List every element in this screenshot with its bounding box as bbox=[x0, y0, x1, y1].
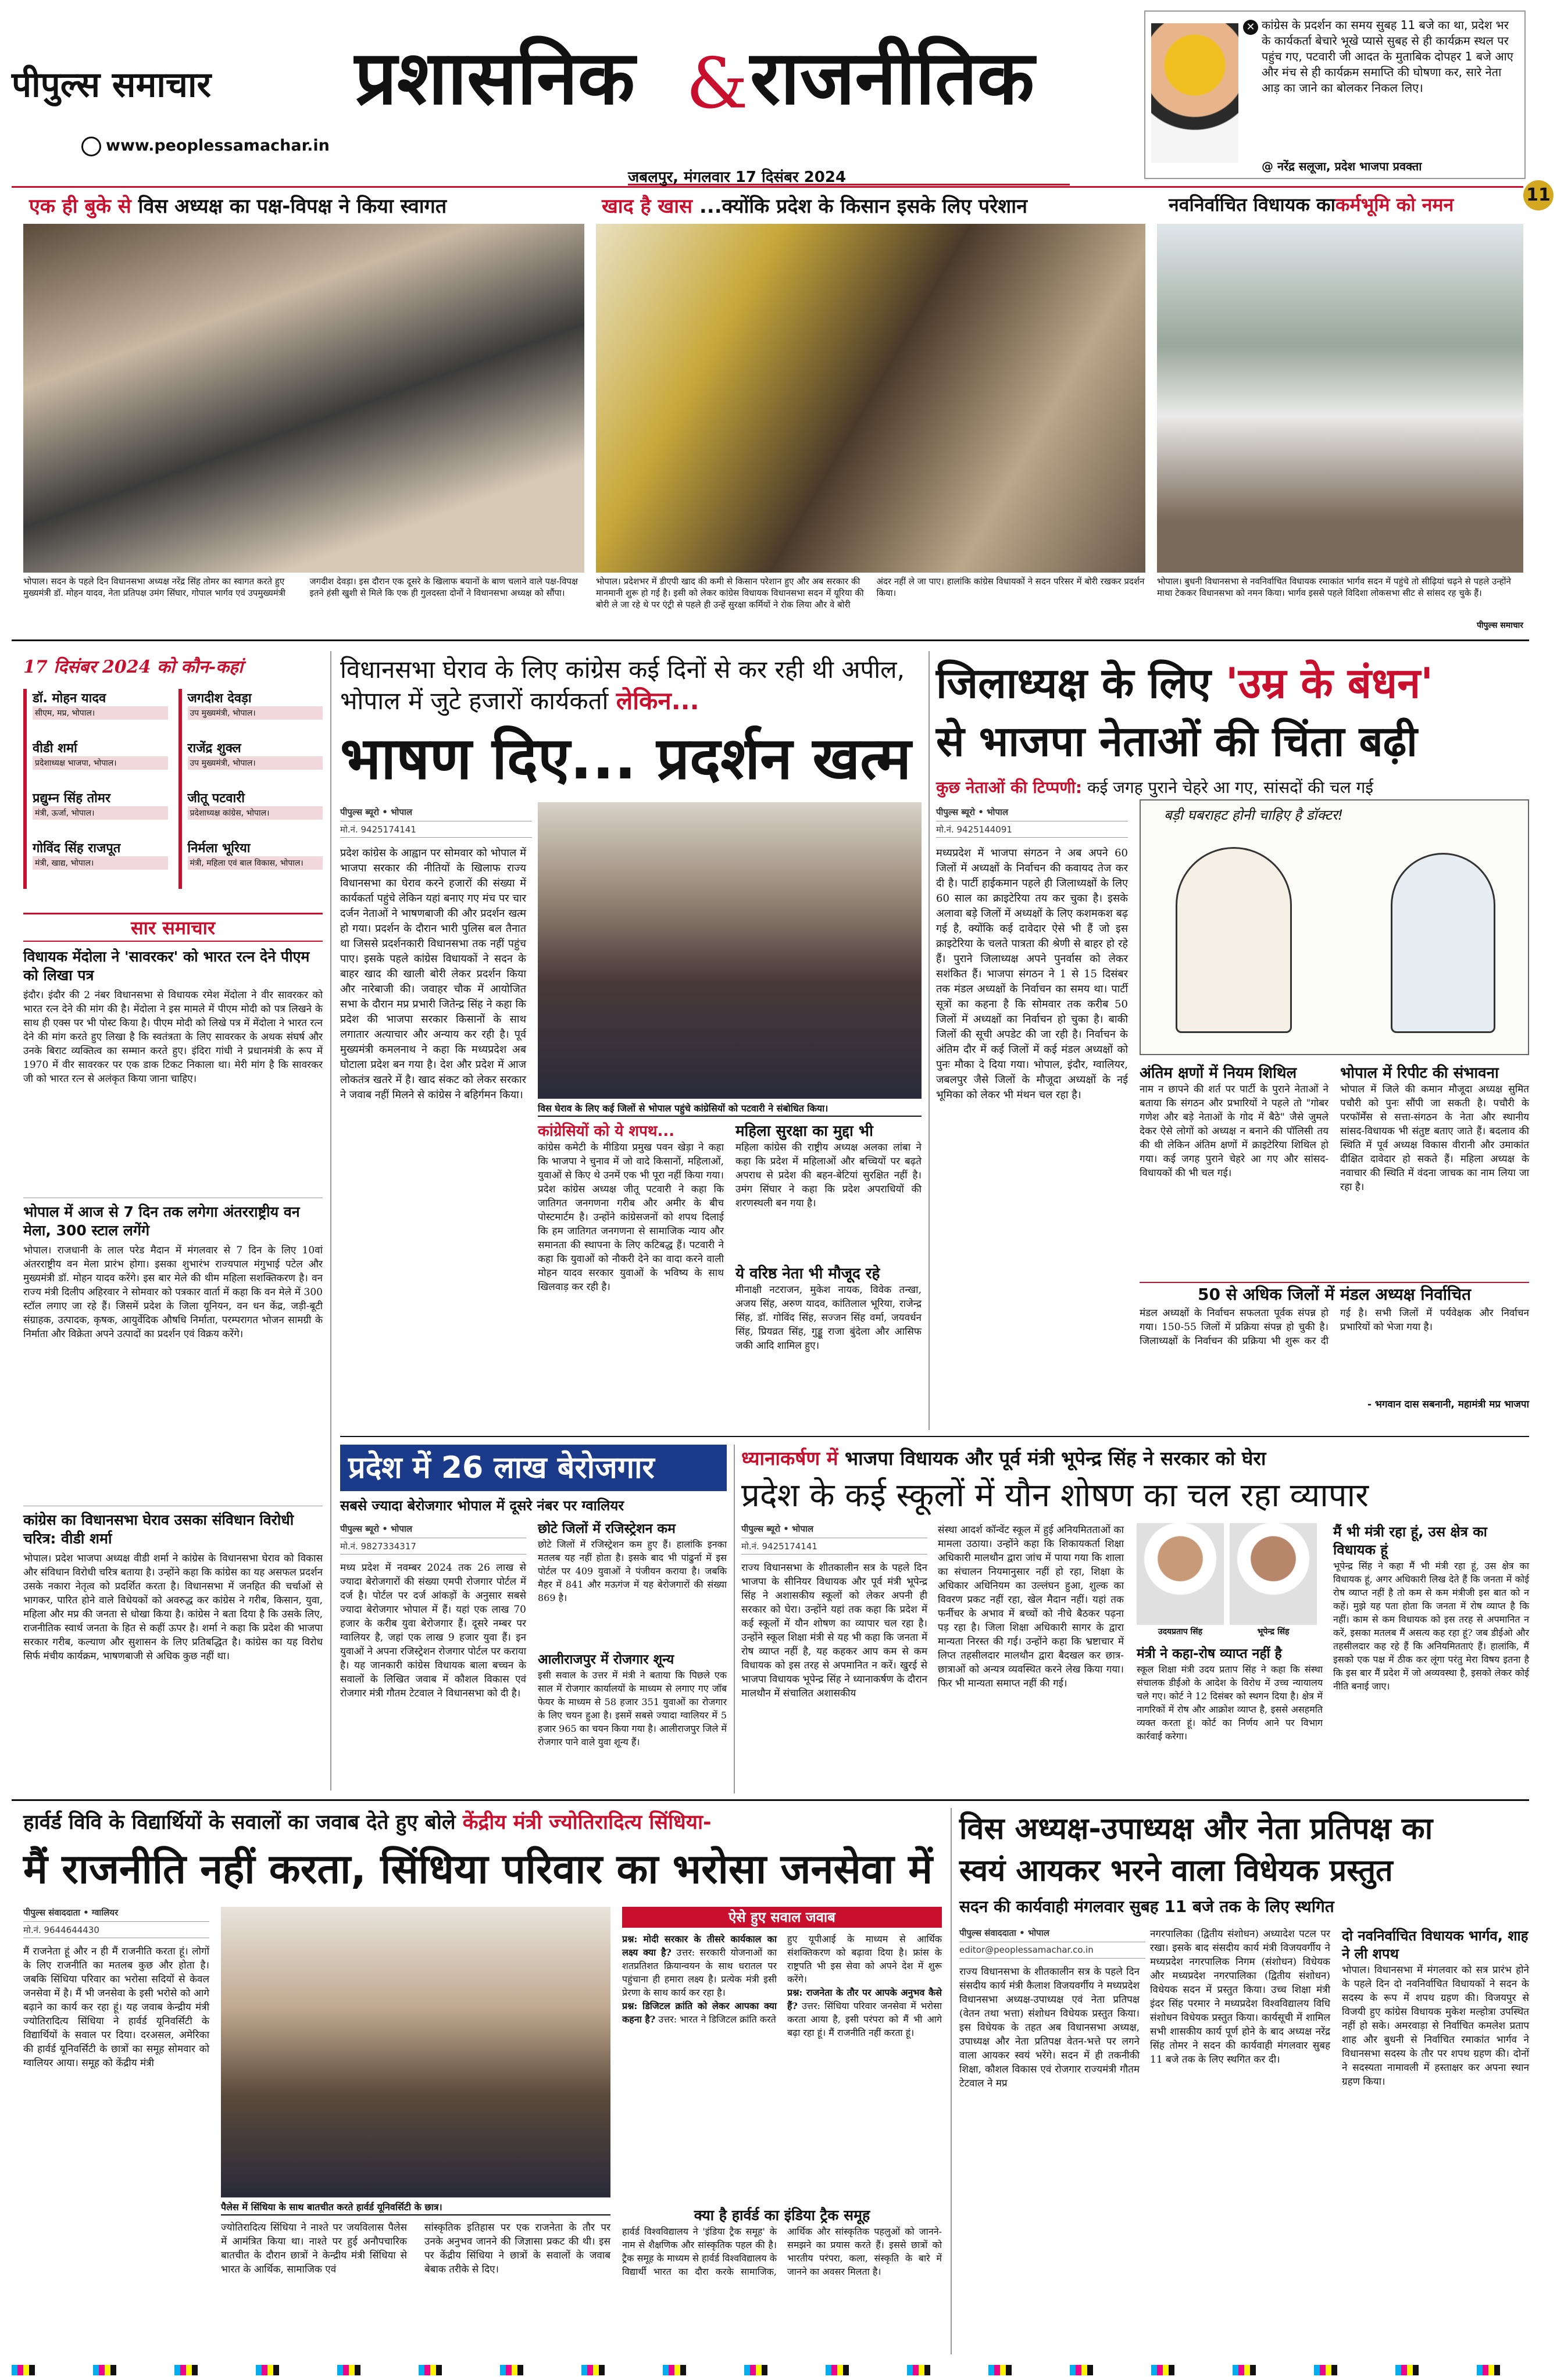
col-rule-s5 bbox=[951, 1808, 952, 2354]
story3-body: मध्य प्रदेश में नवम्बर 2024 तक 26 लाख से ज्यादा बेरोजगारों की संख्या एमपी रोजगार पोर्टल में दर्ज है। पोर्टल पर दर्ज आंकड़ों के अनुसार सबसे ज्यादा बेरोजगार भोपाल में हैं। यहां एक लाख 70 हजार के करीब युवा बेरोजगार हैं। दूसरे नम्बर पर ग्वालियर है, जहां एक लाख 9 हजार युवा हैं। इन युवाओं ने अपना रजिस्ट्रेशन रोजगार पोर्टल पर कराया है। यह जानकारी कांग्रेस विधायक बाला बच्चन के सवालों के लिखित जवाब में कौशल विकास एवं रोजगार मंत्री गौतम टेटवाल ने विधानसभा को दी है। bbox=[340, 1562, 526, 1699]
saar-body: भोपाल। प्रदेश भाजपा अध्यक्ष वीडी शर्मा ने कांग्रेस के विधानसभा घेराव को विकास और संविधान विरोधी चरित्र बताया है। उन्होंने कहा कि कांग्रेस का यह असफल प्रदर्शन उसके नकारा नेतृत्व को प्रदर्शित करता है। विधानसभा में जनहित की चर्चाओं से भागकर, पारित होने वाले विधेयकों को अवरुद्ध कर कांग्रेस ने गरीब, किसान, युवा, महिला और मप्र की जनता से धोखा किया है। कांग्रेस ने बता दिया है कि उसके लिए, राजनीतिक स्वार्थ जनता के हित से कहीं ऊपर है। शर्मा ने कहा कि प्रदेश की भाजपा सरकार गरीब, कल्याण और सुशासन के लिए प्रतिबद्धित है। कांग्रेस का यह विरोध सिर्फ मंचीय कार्यक्रम, भाषणबाजी से अधिक कुछ नहीं था। bbox=[23, 1553, 323, 1662]
section-title-amp: & bbox=[686, 44, 748, 124]
story1-sub2: महिला सुरक्षा का मुद्दा भी bbox=[735, 1123, 873, 1140]
whois-title: 17 दिसंबर 2024 को कौन-कहां bbox=[23, 657, 243, 677]
story1-photo bbox=[538, 802, 922, 1099]
whois-item: डॉ. मोहन यादव सीएम, मप्र, भोपाल। bbox=[23, 689, 168, 739]
box3-title: 50 से अधिक जिलों में मंडल अध्यक्ष निर्वाचित bbox=[1197, 1285, 1472, 1304]
globe-icon bbox=[81, 137, 101, 156]
story5-sub2-box bbox=[622, 2206, 942, 2354]
tweet-box bbox=[1144, 10, 1526, 179]
story5-col2: ज्योतिरादित्य सिंधिया ने नाश्ते पर जयविलास पैलेस में आमंत्रित किया था। नाश्ते पर हुई अनौपचारिक बातचीत के दौरान छात्रों ने केन्द्रीय मंत्री सिंधिया से भारत के आर्थिक, सामाजिक एवं bbox=[221, 2222, 407, 2275]
avatar bbox=[1151, 23, 1238, 163]
story1-sub3: ये वरिष्ठ नेता भी मौजूद रहे bbox=[735, 1265, 880, 1282]
story-4 bbox=[741, 1445, 1529, 1793]
cartoon-caption: बड़ी घबराहट होनी चाहिए है डॉक्टर! bbox=[1164, 807, 1344, 823]
story6-sub1-body: भोपाल। विधानसभा में मंगलवार को सत्र प्रारंभ होने के पहले दिन दो नवनिर्वाचित विधायकों ने सदन के सदस्य के रूप में शपथ ग्रहण की। विजयपुर से विजयी हुए कांग्रेस विधायक मुकेश मल्होत्रा उपस्थित नहीं हो सके। अमरवाड़ा से निर्वाचित कमलेश प्रताप शाह और बुधनी से निर्वाचित रमाकांत भार्गव ने विधानसभा सदस्य के तौर पर शपथ ग्रहण की। दोनों ने सदस्यता नामावली में हस्ताक्षर कर अपना स्थान ग्रहण किया। bbox=[1342, 1964, 1529, 2088]
qa-item: प्रश्न: राजनेता के तौर पर आपके अनुभव कैसे हैं? उत्तर: सिंधिया परिवार जनसेवा में भरोसा करता आया है, इसी परंपरा को मैं भी आगे बढ़ा रहा हूं। मैं राजनीति नहीं करता हूं। bbox=[787, 1987, 942, 2038]
story4-headline: प्रदेश के कई स्कूलों में यौन शोषण का चल रहा व्यापार bbox=[741, 1477, 1369, 1514]
story1-sub1-box bbox=[538, 1122, 724, 1436]
story5-phone: मो.नं. 9644644430 bbox=[23, 1924, 209, 1938]
story1-byline: पीपुल्स ब्यूरो • भोपाल bbox=[340, 806, 532, 821]
whois-box bbox=[23, 654, 323, 901]
story6-email[interactable]: editor@peoplessamachar.co.in bbox=[959, 1945, 1145, 1959]
story3-sub1: छोटे जिलों में रजिस्ट्रेशन कम bbox=[538, 1521, 676, 1536]
whois-grid bbox=[23, 689, 323, 898]
box3-quote: - भगवान दास सबनानी, महामंत्री मप्र भाजपा bbox=[1367, 1399, 1529, 1410]
saar-body: भोपाल। राजधानी के लाल परेड मैदान में मंगलवार से 7 दिन के लिए 10वां अंतरराष्ट्रीय वन मेला प्रारंभ होगा। इसका शुभारंभ राज्यपाल मंगुभाई पटेल और मुख्यमंत्री डॉ. मोहन यादव करेंगे। इस बार मेले की थीम महिला सशक्तिकरण है। वन राज्य मंत्री दिलीप अहिरवार ने सोमवार को पत्रकार वार्ता में कहा कि वन मेले में 300 स्टॉल लगाए जा रहे हैं। जिसमें प्रदेश के जिला यूनियन, वन धन केंद्र, जड़ी-बूटी संग्राहक, उत्पादक, कृषक, आयुर्वेदिक औषधि निर्माता, परम्परागत भोजन सामग्री के निर्माता और विक्रेता अपने उत्पादों का प्रदर्शन एवं विक्रय करेंगे। bbox=[23, 1245, 323, 1340]
tweet-text: कांग्रेस के प्रदर्शन का समय सुबह 11 बजे का था, प्रदेश भर के कार्यकर्ता बेचारे भूखे प्यासे सुबह से ही कार्यक्रम स्थल पर पहुंच गए, पटवारी जी आदत के मुताबिक दोपहर 1 बजे आए और मंच से ही कार्यक्रम समाप्ति की घोषणा कर, सारे नेता आड़ का जाने का बोलकर निकल लिए। bbox=[1262, 18, 1513, 95]
story5-headline: मैं राजनीति नहीं करता, सिंधिया परिवार का भरोसा जनसेवा में bbox=[23, 1845, 933, 1893]
cartoon-figure-left bbox=[1176, 847, 1292, 1033]
story3-sub2: आलीराजपुर में रोजगार शून्य bbox=[538, 1652, 674, 1667]
saar-headline: कांग्रेस का विधानसभा घेराव उसका संविधान विरोधी चरित्र: वीडी शर्मा bbox=[23, 1511, 294, 1547]
story5-kicker: हार्वर्ड विवि के विद्यार्थियों के सवालों का जवाब देते हुए बोले केंद्रीय मंत्री ज्योतिरादित्य सिंधिया- bbox=[23, 1811, 712, 1834]
story1-kicker: विधानसभा घेराव के लिए कांग्रेस कई दिनों से कर रही थी अपील, भोपाल में जुटे हजारों कार्यकर्ता लेकिन... bbox=[340, 655, 905, 715]
story-2 bbox=[936, 654, 1529, 1436]
story1-sub1: कांग्रेसियों को ये शपथ... bbox=[538, 1123, 675, 1140]
story5-sub2-body: हार्वर्ड विश्वविद्यालय ने 'इंडिया ट्रैक समूह' के नाम से शैक्षणिक और सांस्कृतिक पहल की है। ट्रैक समूह के माध्यम से हार्वर्ड विश्वविद्यालय के विद्यार्थी भारत का दौरा करके सामाजिक, आर्थिक और सांस्कृतिक पहलुओं को जानने-समझने का प्रयास करते हैं। इससे छात्रों को भारतीय परंपरा, कला, संस्कृति के बारे में जानने का अवसर मिलता है। bbox=[622, 2226, 942, 2277]
portrait-caption-1: उदयप्रताप सिंह bbox=[1158, 1627, 1203, 1636]
section-title-a: प्रशासनिक bbox=[355, 35, 635, 121]
cartoon-figure-right bbox=[1391, 853, 1495, 1033]
lower-divider bbox=[12, 1799, 1529, 1801]
story1-sub1-body: कांग्रेस कमेटी के मीडिया प्रमुख पवन खेड़ा ने कहा कि भाजपा ने चुनाव में जो वादे किसानों, महिलाओं, युवाओं से किए थे उनमें एक भी पूरा नहीं किया गया। प्रदेश कांग्रेस अध्यक्ष जीतू पटवारी ने कहा कि जातिगत जनगणना गरीब और अमीर के बीच पोस्टमार्टम है। उन्होंने कांग्रेसजनों को शपथ दिलाई कि हम जातिगत जनगणना से सामाजिक न्याय और समानता की स्थापना के लिए कटिबद्ध हैं। पटवारी ने कहा कि युवाओं को नौकरी देने का वादा करने वाली मोहन यादव सरकार युवाओं के भविष्य के साथ खिलवाड़ कर रही है। bbox=[538, 1142, 724, 1293]
story5-photo-caption: पैलेस में सिंधिया के साथ बातचीत करते हार्वर्ड यूनिवर्सिटी के छात्र। bbox=[221, 2200, 610, 2215]
portrait-caption-2: भूपेन्द्र सिंह bbox=[1257, 1627, 1290, 1636]
photo-1 bbox=[23, 224, 584, 573]
story3-sub1-box bbox=[538, 1520, 727, 1648]
story3-sub: सबसे ज्यादा बेरोजगार भोपाल में दूसरे नंबर पर ग्वालियर bbox=[340, 1498, 624, 1514]
story5-sub2: क्या है हार्वर्ड का इंडिया ट्रैक समूह bbox=[694, 2207, 870, 2224]
photo-headline-3: नवनिर्वाचित विधायक काकर्मभूमि को नमन bbox=[1169, 194, 1454, 216]
story5-byline: पीपुल्स संवाददाता • ग्वालियर bbox=[23, 1907, 209, 1922]
photo-3 bbox=[1157, 224, 1523, 573]
story2-box1 bbox=[1140, 1064, 1329, 1273]
cartoon bbox=[1140, 799, 1529, 1055]
story6-sub: सदन की कार्यवाही मंगलवार सुबह 11 बजे तक के लिए स्थगित bbox=[959, 1897, 1334, 1916]
whois-item: जीतू पटवारी प्रदेशाध्यक्ष कांग्रेस, भोपाल। bbox=[178, 789, 323, 839]
saar-body: इंदौर। इंदौर की 2 नंबर विधानसभा से विधायक रमेश मेंदोला ने वीर सावरकर को भारत रत्न देने की मांग की है। मेंदोला ने इस मामले में पीएम मोदी को पत्र लिखने के साथ ही एक्स पर भी पोस्ट किया है। पीएम मोदी को लिखे पत्र में मेंदोला ने भारत रत्न देने की मांग करते हुए लिखा है कि स्वतंत्रता के लिए सावरकर के अथक संघर्ष और उनके बिराट व्यक्तित्व का सम्मान करते हुए। इंदिरा गांधी ने प्रधानमंत्री के रूप में 1970 में वीर सावरकर पर एक डाक टिकट निकाला था। मेरी मांग है कि सावरकर जी को भारत रत्न से अलंकृत किया जाना चाहिए। bbox=[23, 989, 323, 1085]
story1-sub3-body: मीनाक्षी नटराजन, मुकेश नायक, विवेक तन्खा, अजय सिंह, अरुण यादव, कांतिलाल भूरिया, राजेन्द्र सिंह, डॉ. गोविंद सिंह, सज्जन सिंह वर्मा, जयवर्धन सिंह, प्रियव्रत सिंह, गुड्डू राजा बुंदेला और आसिफ जकी आदि शामिल हुए। bbox=[735, 1284, 922, 1352]
story3-sub1-body: छोटे जिलों में रजिस्ट्रेशन कम हुए हैं। हालांकि इनका मतलब यह नहीं होता है। इसके बाद भी पांढुर्ना में इस पोर्टल पर 409 युवाओं ने पंजीयन कराया है। जबकि मैहर में 841 और मऊगंज में यह बेरोजगारों की संख्या 869 है। bbox=[538, 1539, 727, 1603]
saar-item-3 bbox=[23, 1506, 323, 1779]
story3-phone: मो.नं. 9827334317 bbox=[340, 1541, 526, 1554]
whois-item: राजेंद्र शुक्ल उप मुख्यमंत्री, भोपाल। bbox=[178, 739, 323, 789]
photo-headline-2: खाद है खास ...क्योंकि प्रदेश के किसान इसके लिए परेशान bbox=[602, 195, 1027, 218]
story2-byline: पीपुल्स ब्यूरो • भोपाल bbox=[936, 806, 1128, 821]
section-title-b: राजनीतिक bbox=[750, 35, 1035, 121]
whois-item: निर्मला भूरिया मंत्री, महिला एवं बाल विकास, भोपाल। bbox=[178, 839, 323, 889]
story5-col1: मैं राजनेता हूं और न ही मैं राजनीति करता हूं। लोगों के लिए राजनीति का मतलब कुछ और होता है। जबकि सिंधिया परिवार का भरोसा सदियों से केवल जनसेवा में है। मैं भी जनसेवा के इसी भरोसे को आगे बढ़ाने का कार्य कर रहा हूं। यह जवाब केन्द्रीय मंत्री ज्योतिरादित्य सिंधिया ने हार्वर्ड यूनिवर्सिटी के विद्यार्थियों के सवाल पर दिया। दरअसल, अमेरिका की हार्वर्ड यूनिवर्सिटी के छात्रों का समूह सोमवार को ग्वालियर आया। समूह को केंद्रीय मंत्री bbox=[23, 1946, 209, 2069]
story2-headline-line1: जिलाध्यक्ष के लिए 'उम्र के बंधन' bbox=[936, 659, 1434, 707]
story2-phone: मो.नं. 9425144091 bbox=[936, 824, 1128, 838]
saar-samachar bbox=[23, 913, 323, 1779]
story4-col1: राज्य विधानसभा के शीतकालीन सत्र के पहले दिन भाजपा के सीनियर विधायक और पूर्व मंत्री भूपेन्द्र सिंह ने अशासकीय स्कूलों को लेकर अपनी ही सरकार को घेरा। उन्होंने यहां तक कहा कि प्रदेश में कई स्कूलों में यौन शोषण का व्यापार चल रहा है। उन्होंने स्कूल शिक्षा मंत्री से यह भी कहा कि जनता में रोष व्याप्त नहीं है, यह कहकर आप कम से कम विधायक को इस तरह से अपमानित न करें। खुरई से भाजपा विधायक भूपेन्द्र सिंह ने ध्यानाकर्षण के दौरान मालथौन में संचालित अशासकीय bbox=[741, 1562, 927, 1699]
saar-item-2 bbox=[23, 1198, 323, 1500]
story4-sub1-body: स्कूल शिक्षा मंत्री उदय प्रताप सिंह ने कहा कि संस्था संचालक डीईओ के आदेश के विरोध में उच्च न्यायालय चले गए। कोर्ट ने 12 दिसंबर को स्थगन दिया है। क्षेत्र में नागरिकों में रोष और आक्रोश व्याप्त है, इससे असहमति व्यक्त करता हूं। कोर्ट का निर्णय आने पर विभाग कार्रवाई करेगा। bbox=[1137, 1664, 1323, 1742]
dateline: जबलपुर, मंगलवार 17 दिसंबर 2024 bbox=[628, 166, 1070, 185]
story1-photo-caption: विस घेराव के लिए कई जिलों से भोपाल पहुंचे कांग्रेसियों को पटवारी ने संबोधित किया। bbox=[538, 1102, 922, 1117]
qa-item: प्रश्न: मोदी सरकार के तीसरे कार्यकाल का लक्ष्य क्या है? उत्तर: सरकारी योजनाओं का शतप्रतिशत क्रियान्वयन के साथ धरातल पर पहुंचाना ही हमारा लक्ष्य है। प्रत्येक मंत्री इसी प्रेरणा के साथ कार्य कर रहा है। bbox=[622, 1934, 777, 1998]
story3-headline: प्रदेश में 26 लाख बेरोजगार bbox=[340, 1445, 727, 1491]
story4-sub2: मैं भी मंत्री रहा हूं, उस क्षेत्र का विधायक हूं bbox=[1333, 1524, 1487, 1558]
story1-sub2-body: महिला कांग्रेस की राष्ट्रीय अध्यक्ष अलका लांबा ने कहा कि प्रदेश में महिलाओं और बच्चियों पर बढ़ते अपराध से प्रदेश की बहन-बेटियां सुरक्षित नहीं है। उमंग सिंघार ने कहा कि प्रदेश अपराधियों की शरणस्थली बन गया है। bbox=[735, 1142, 922, 1209]
story1-sub2-box bbox=[735, 1122, 922, 1256]
story5-photo bbox=[221, 1907, 610, 2197]
story6-sub1: दो नवनिर्वाचित विधायक भार्गव, शाह ने ली शपथ bbox=[1342, 1928, 1529, 1962]
x-logo-icon: ✕ bbox=[1243, 20, 1258, 35]
saar-title: सार समाचार bbox=[23, 913, 323, 942]
col-rule-mid bbox=[929, 651, 930, 1430]
whois-item: प्रद्युम्न सिंह तोमर मंत्री, ऊर्जा, भोपाल। bbox=[23, 789, 168, 839]
story6-byline: पीपुल्स संवाददाता • भोपाल bbox=[959, 1927, 1145, 1942]
whois-item: वीडी शर्मा प्रदेशाध्यक्ष भाजपा, भोपाल। bbox=[23, 739, 168, 789]
header-rule bbox=[12, 186, 1523, 188]
website-url[interactable]: www.peoplessamachar.in bbox=[106, 137, 330, 155]
story-3 bbox=[340, 1445, 727, 1793]
story1-sub3-box bbox=[735, 1264, 922, 1436]
whois-item: जगदीश देवड़ा उप मुख्यमंत्री, भोपाल। bbox=[178, 689, 323, 739]
story3-sub2-body: इसी सवाल के उत्तर में मंत्री ने बताया कि पिछले एक साल में रोजगार कार्यालयों के माध्यम से लगाए गए जॉब फेयर के माध्यम से 58 हजार 351 युवाओं का रोजगार के लिए चयन हुआ है। इसमें सबसे ज्यादा ग्वालियर में 5 हजार 965 का चयन किया गया है। आलीराजपुर जिले में रोजगार पाने वाले युवा शून्य हैं। bbox=[538, 1670, 727, 1748]
qa-box bbox=[622, 1907, 942, 2197]
whois-item: गोविंद सिंह राजपूत मंत्री, खाद्य, भोपाल। bbox=[23, 839, 168, 889]
box3-body: मंडल अध्यक्षों के निर्वाचन सफलता पूर्वक संपन्न हो गया। 150-55 जिलों में प्रक्रिया संपन्न हो चुकी है। जिलाध्यक्षों के निर्वाचन की प्रक्रिया भी शुरू कर दी गई है। सभी जिलों में पर्यवेक्षक और निर्वाचन प्रभारियों को भेजा गया है। bbox=[1140, 1307, 1529, 1347]
story4-sub1: मंत्री ने कहा-रोष व्याप्त नहीं है bbox=[1137, 1646, 1282, 1661]
photo-2 bbox=[596, 224, 1145, 573]
photo-credit: पीपुल्स समाचार bbox=[1476, 621, 1523, 630]
photo-headline-1: एक ही बुके से विस अध्यक्ष का पक्ष-विपक्ष ने किया स्वागत bbox=[29, 195, 447, 218]
photo-block-2 bbox=[596, 192, 1148, 622]
story1-col1: प्रदेश कांग्रेस के आह्वान पर सोमवार को भोपाल में भाजपा सरकार की नीतियों के खिलाफ राज्य विधानसभा का घेराव करने हजारों की संख्या में कार्यकर्ता पहुंचे लेकिन यहां बनाए गए मंच पर चार दर्जन नेताओं ने भाषणबाजी की और प्रदर्शन खत्म हो गया। प्रदर्शन के दौरान भारी पुलिस बल तैनात था जिससे प्रदर्शनकारी विधानसभा तक नहीं पहुंच पाए। इसके पहले कांग्रेस विधायकों ने सदन के बाहर खाद की खाली बोरी लेकर प्रदर्शन किया और नारेबाजी की। जवाहर चौक में आयोजित सभा के दौरान मप्र प्रभारी जितेन्द्र सिंह ने कहा कि प्रदेश की भाजपा सरकार किसानों के साथ लगातार अत्याचार और अन्याय कर रही है। पूर्व मुख्यमंत्री कमलनाथ ने कहा कि मध्यप्रदेश अब घोटाला प्रदेश बन गया है। देश और प्रदेश में आज लोकतंत्र खतरे में है। खाद संकट को लेकर सरकार ने जवाब नहीं मिलने से कांग्रेस ने बहिर्गमन किया। bbox=[340, 847, 526, 1101]
qa-item: हुए यूपीआई के माध्यम से आर्थिक संशक्तिकरण को बढ़ावा दिया है। फ्रांस के राष्ट्रपति भी इस सेवा को अपने देश में शुरू करेंगे। bbox=[787, 1934, 942, 1985]
tweet-author: @ नरेंद्र सलूजा, प्रदेश भाजपा प्रवक्ता bbox=[1262, 159, 1422, 173]
story2-headline-line2: से भाजपा नेताओं की चिंता बढ़ी bbox=[936, 717, 1417, 766]
box2-title: भोपाल में रिपीट की संभावना bbox=[1340, 1064, 1499, 1082]
story4-sub2-body: भूपेन्द्र सिंह ने कहा मैं भी मंत्री रहा हूं, उस क्षेत्र का विधायक हूं, अगर अधिकारी लिख देते हैं कि जनता में कोई रोष व्याप्त नहीं है तो कम से कम मंत्रीजी इस बात को न कहें। मुझे यह पता होता कि जनता में रोष व्याप्त है कि नहीं। काम से कम विधायक को इस तरह से अपमानित न करें, इसका मतलब मैं असत्य कह रहा हूं? जब डीईओ और तहसीलदार कह रहे हैं कि अनियमितताएं हैं। हालांकि, मैं इसको एक पक्ष में ठीक कर लूंगा परंतु मेरा विषय इतना है कि इस बार मैं प्रदेश में जो अव्यवस्था है, इसको लेकर कोई नीति बनाई जाए। bbox=[1333, 1560, 1529, 1692]
story2-body: मध्यप्रदेश में भाजपा संगठन ने अब अपने 60 जिलों में अध्यक्षों के निर्वाचन की कवायद तेज कर दी है। पार्टी हाईकमान पहले ही जिलाध्यक्षों के लिए 60 साल का क्राइटेरिया तय कर चुका है। इसके अलावा बड़े जिलों में अध्यक्षों के लिए कशमकश बढ़ गई है, क्योंकि कई दावेदार ऐसे भी हैं जो इस क्राइटेरिया के चलते पात्रता की श्रेणी से बाहर हो रहे हैं। पुराने जिलाध्यक्ष अपने पुनर्वास को लेकर सशंकित हैं। भाजपा संगठन ने 1 से 15 दिसंबर तक मंडल अध्यक्षों के निर्वाचन का समय था। पार्टी सूत्रों का कहना है कि सोमवार तक करीब 50 जिलों में अध्यक्षों का निर्वाचन हो चुका है। बाकी जिलों की सूची अपडेट की जा रही है। निर्वाचन के अंतिम दौर में कई जिलों में कई मंडल अध्यक्षों को पुनः मौका दे दिया गया। भोपाल, इंदौर, ग्वालियर, जबलपुर जैसे जिलों के मौजूदा अध्यक्षों के नई भूमिका को लेकर भी मंथन चल रहा है। bbox=[936, 847, 1128, 1101]
story6-headline-b: स्वयं आयकर भरने वाला विधेयक प्रस्तुत bbox=[959, 1853, 1393, 1888]
story4-sub2-box bbox=[1333, 1523, 1529, 1793]
story1-phone: मो.नं. 9425174141 bbox=[340, 824, 532, 838]
col-rule-s3 bbox=[734, 1445, 735, 1793]
photo-caption-3: भोपाल। बुधनी विधानसभा से नवनिर्वाचित विधायक रमाकांत भार्गव सदन में पहुंचे तो सीढ़ियां चढ़ने से पहले उन्होंने माथा टेककर विधानसभा को नमन किया। भार्गव इससे पहले विदिशा लोकसभा सीट से सांसद रह चुके हैं। bbox=[1157, 576, 1511, 598]
story4-kicker: ध्यानाकर्षण में भाजपा विधायक और पूर्व मंत्री भूपेन्द्र सिंह ने सरकार को घेरा bbox=[741, 1447, 1266, 1470]
story1-headline: भाषण दिए... प्रदर्शन खत्म bbox=[340, 724, 912, 792]
story-1 bbox=[340, 654, 922, 1436]
photo-block-1 bbox=[23, 192, 590, 622]
story3-sub2-box bbox=[538, 1651, 727, 1793]
masthead-logo: पीपुल्स समाचार bbox=[12, 65, 212, 105]
story4-col2: संस्था आदर्श कॉन्वेंट स्कूल में हुई अनियमितताओं का मामला उठाया। उन्होंने कहा कि शिकायकर्ता शिक्षा अधिकारी मालथौन द्वारा जांच में पाया गया कि शाला का संचालन नियमानुसार नहीं हो रहा, शिक्षा के अधिकार अधिनियम का उल्लंघन हुआ, शुल्क का विवरण प्रकट नहीं रहा, खेल मैदान नहीं। यहां तक फर्नीचर के अभाव में बच्चों को नीचे बैठकर पढ़ना पड़ रहा है। जिला शिक्षा अधिकारी सागर के द्वारा मान्यता निरस्त की गई। उन्होंने कहा कि भ्रष्टाचार में लिप्त तहसीलदार मालथौन द्वारा बैदखल कर छात्र-छात्राओं को अन्यत्र व्यवस्थित करने लेख किया गया। फिर भी मान्यता समाप्त नहीं की गई। bbox=[938, 1524, 1124, 1689]
story2-box2 bbox=[1340, 1064, 1529, 1273]
photo-caption-2: भोपाल। प्रदेशभर में डीएपी खाद की कमी से किसान परेशान हुए और अब सरकार की मानमानी शुरू हो गई है। इसी को लेकर कांग्रेस विधायक विधानसभा सदन में यूरिया की बोरी ले जा रहे थे पर एंट्री से पहले ही उन्हें सुरक्षा कर्मियों ने रोक लिया और वे बोरी अंदर नहीं ले जा पाए। हालांकि कांग्रेस विधायकों ने सदन परिसर में बोरी रखकर प्रदर्शन किया। bbox=[596, 576, 1145, 610]
saar-item-1 bbox=[23, 948, 323, 1192]
story-6 bbox=[959, 1808, 1529, 2354]
box1-body: नाम न छापने की शर्त पर पार्टी के पुराने नेताओं ने बताया कि संगठन और प्रभारियों ने पहले तो "गोबर गणेश और बड़े नेताओं के गोद में बैठे" जैसे जुमले देकर ऐसे लोगों को अध्यक्ष न बनाने की पॉलिसी तय की थी लेकिन अंतिम क्षणों में क्राइटेरिया शिथिल हो गया। कई जगह पुराने चेहरे आ गए और सांसद-विधायकों की भी चल गई। bbox=[1140, 1084, 1329, 1179]
qa-title: ऐसे हुए सवाल जवाब bbox=[622, 1907, 942, 1928]
photo-caption-1: भोपाल। सदन के पहले दिन विधानसभा अध्यक्ष नरेंद्र सिंह तोमर का स्वागत करते हुए मुख्यमंत्री डॉ. मोहन यादव, नेता प्रतिपक्ष उमंग सिंघार, गोपाल भार्गव एवं उपमुख्यमंत्री जगदीश देवड़ा। इस दौरान एक दूसरे के खिलाफ बयानों के बाण चलाने वाले पक्ष-विपक्ष इतने हंसी खुशी से मिले कि एक ही गुलदस्ता दोनों ने विधानसभा अध्यक्ष को सौंपा। bbox=[23, 576, 578, 598]
saar-headline: भोपाल में आज से 7 दिन तक लगेगा अंतरराष्ट्रीय वन मेला, 300 स्टाल लगेंगे bbox=[23, 1203, 300, 1239]
story6-col1: राज्य विधानसभा के शीतकालीन सत्र के पहले दिन संसदीय कार्य मंत्री कैलाश विजयवर्गीय ने मध्यप्रदेश विधानसभा अध्यक्ष-उपाध्यक्ष एवं नेता प्रतिपक्ष (वेतन तथा भत्ता) संशोधन विधेयक प्रस्तुत किया। इस विधेयक के तहत अब विधानसभा अध्यक्ष, उपाध्यक्ष और नेता प्रतिपक्ष वेतन-भत्ते पर लगने वाला आयकर स्वयं भरेंगे। सदन में ही तकनीकी शिक्षा, कौशल विकास एवं रोजगार राज्यमंत्री गौतम टेटवाल ने मप्र bbox=[959, 1966, 1140, 2089]
photo-block-3 bbox=[1157, 192, 1529, 634]
story3-byline: पीपुल्स ब्यूरो • भोपाल bbox=[340, 1523, 526, 1538]
section-divider bbox=[12, 639, 1529, 641]
box2-body: भोपाल में जिले की कमान मौजूदा अध्यक्ष सुमित पचौरी को पुनः सौंपी जा सकती है। पचौरी के परफॉर्मेंस से सत्ता-संगठन के नेता और स्थानीय सांसद-विधायक भी संतुष्ट बताए जाते हैं। बदलाव की स्थिति में पूर्व अध्यक्ष विकास वीरानी और उमाकांत दीक्षित दावेदार हो सकते हैं। महिला अध्यक्ष के नवाचार की स्थिति में वंदना जाचक का नाम लिया जा रहा है। bbox=[1340, 1084, 1529, 1193]
masthead bbox=[12, 17, 1140, 186]
story5-col3: सांस्कृतिक इतिहास पर एक राजनेता के तौर पर उनके अनुभव जानने की जिज्ञासा प्रकट की थी। इस पर केंद्रीय सिंधिया ने छात्रों के सवालों के जवाब बेबाक तरीके से दिए। bbox=[424, 2222, 610, 2275]
story6-col2: नगरपालिका (द्वितीय संशोधन) अध्यादेश पटल पर रखा। इसके बाद संसदीय कार्य मंत्री विजयवर्गीय ने मध्यप्रदेश नगरपालिक निगम (संशोधन) विधेयक और मध्यप्रदेश नगरपालिका (द्वितीय संशोधन) विधेयक सदन में प्रस्तुत किया। उच्च शिक्षा मंत्री इंदर सिंह परमार ने मध्यप्रदेश विश्वविद्यालय विधि संशोधन विधेयक प्रस्तुत किया। कार्यसूची में शामिल सभी शासकीय कार्य पूर्ण होने के बाद अध्यक्ष नरेंद्र सिंह तोमर ने सदन की कार्यवाही मंगलवार सुबह 11 बजे तक के लिए स्थगित कर दी। bbox=[1150, 1928, 1330, 2065]
story4-byline: पीपुल्स ब्यूरो • भोपाल bbox=[741, 1523, 927, 1538]
col-rule-left bbox=[330, 651, 331, 1791]
portrait-bhupendra bbox=[1230, 1523, 1317, 1625]
mid-divider bbox=[340, 1436, 1529, 1437]
story-5 bbox=[23, 1808, 942, 2354]
story2-sub: कुछ नेताओं की टिप्पणी: कई जगह पुराने चेहरे आ गए, सांसदों की चल गई bbox=[936, 778, 1374, 797]
portrait-uday-pratap bbox=[1137, 1523, 1224, 1625]
story6-sub1-box bbox=[1342, 1927, 1529, 2354]
story4-phone: मो.नं. 9425174141 bbox=[741, 1541, 927, 1554]
saar-headline: विधायक मेंदोला ने 'सावरकर' को भारत रत्न देने पीएम को लिखा पत्र bbox=[23, 948, 310, 984]
story2-box3 bbox=[1140, 1282, 1529, 1433]
story4-sub1-box bbox=[1137, 1645, 1323, 1793]
registration-marks bbox=[12, 2365, 1547, 2375]
qa-item: प्रश्न: डिजिटल क्रांति को लेकर आपका क्या कहना है? उत्तर: भारत ने डिजिटल क्रांति करते bbox=[622, 2000, 777, 2025]
page-number: 11 bbox=[1523, 180, 1554, 210]
story6-headline-a: विस अध्यक्ष-उपाध्यक्ष और नेता प्रतिपक्ष का bbox=[959, 1811, 1433, 1846]
box1-title: अंतिम क्षणों में नियम शिथिल bbox=[1140, 1064, 1297, 1082]
